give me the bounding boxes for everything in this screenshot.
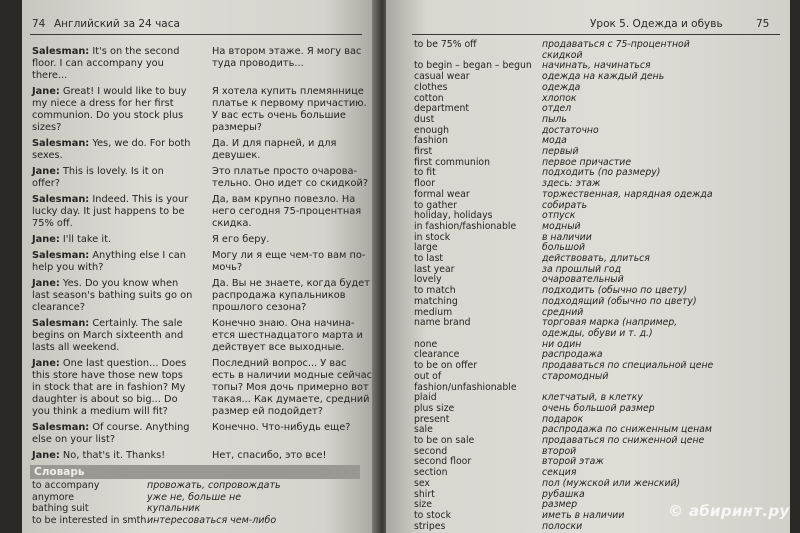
english-line: Yes, we do. For both sexes. [32, 138, 191, 161]
glossary-term: to be on sale [414, 435, 475, 447]
glossary-translation: одежда [542, 81, 581, 93]
dialogue-english [32, 422, 194, 446]
dialogue-english [32, 86, 194, 134]
speaker-name: Jane: [32, 450, 60, 461]
glossary-entry [414, 457, 786, 468]
speaker-name: Salesman: [32, 46, 90, 57]
dialogue-english [32, 250, 194, 274]
glossary-translation: торговая марка (например, [542, 317, 678, 329]
glossary-term: to be 75% off [414, 39, 477, 50]
glossary-term: casual wear [414, 71, 470, 83]
speaker-name: Salesman: [32, 194, 90, 205]
dialogue-english [32, 138, 194, 162]
glossary-entry [414, 522, 786, 533]
glossary-entry [414, 72, 786, 83]
glossary-translation: распродажа [542, 349, 603, 361]
glossary-entry [414, 115, 786, 126]
dialogue-row [32, 450, 372, 462]
dialogue-row [32, 86, 372, 134]
glossary-translation: распродажа по сниженным ценам [542, 424, 712, 436]
glossary-entry [414, 83, 786, 94]
glossary-term: in stock [414, 231, 451, 243]
glossary-translation: здесь: этаж [542, 178, 601, 190]
glossary-entry [414, 404, 786, 415]
vocab-heading: Словарь [34, 466, 85, 478]
dialogue-row [32, 318, 372, 354]
vocab-entry [32, 503, 362, 515]
dialogue-row [32, 46, 372, 82]
glossary-term: section [414, 467, 448, 479]
glossary-entry [414, 297, 786, 308]
russian-translation: Конечно. Что-нибудь еще? [212, 422, 351, 433]
glossary-translation: пыль [542, 113, 567, 125]
speaker-name: Salesman: [32, 318, 90, 329]
glossary-term: to begin – began – begun [414, 60, 532, 72]
left-page-number: 74 [32, 18, 46, 30]
glossary-term: second floor [414, 456, 472, 468]
glossary-translation: отдел [542, 103, 572, 115]
glossary-translation: пол (мужской или женский) [542, 477, 681, 489]
glossary-translation: скидкой [542, 49, 583, 61]
vocab-term: anymore [32, 491, 75, 503]
glossary-translation: в наличии [542, 231, 592, 243]
vocab-term: bathing suit [32, 503, 89, 514]
english-line: No, that's it. Thanks! [62, 450, 166, 461]
glossary-term: matching [414, 295, 458, 307]
left-page [22, 0, 378, 533]
speaker-name: Jane: [32, 86, 60, 97]
english-line: Great! I would like to buy my niece a dress for her first communion. Do you stock plus sizes? [32, 86, 187, 133]
dialogue-row [32, 278, 372, 314]
dialogue-english [32, 318, 194, 354]
glossary-entry [414, 190, 786, 201]
watermark: © абиринт.ру [668, 502, 790, 520]
glossary-translation: собирать [542, 199, 588, 211]
glossary-translation: большой [542, 242, 586, 254]
glossary-term: dust [414, 113, 435, 125]
english-line: This is lovely. Is it on offer? [32, 166, 164, 189]
speaker-name: Salesman: [32, 422, 90, 433]
dialogue-row [32, 250, 372, 274]
glossary-translation: клетчатый, в клетку [542, 392, 643, 404]
glossary-term: second [414, 445, 448, 457]
russian-translation: Могу ли я еще чем-то вам помочь? [212, 250, 366, 273]
vocab-translation: уже не, больше не [147, 491, 242, 503]
dialogue-row [32, 194, 372, 230]
glossary-term: large [414, 242, 438, 254]
glossary-entry [414, 329, 786, 340]
glossary-entry [414, 104, 786, 115]
dialogue-row [32, 422, 372, 446]
glossary-entry [414, 372, 786, 393]
right-page [386, 0, 790, 533]
glossary-translation: действовать, длиться [542, 253, 650, 265]
glossary-term: clothes [414, 81, 448, 93]
speaker-name: Jane: [32, 358, 60, 369]
glossary-term: to fit [414, 167, 436, 179]
glossary-translation: хлопок [542, 92, 577, 104]
glossary [414, 40, 786, 532]
glossary-term: out of fashion/unfashionable [414, 370, 517, 393]
glossary-term: department [414, 103, 470, 115]
glossary-term: to stock [414, 509, 451, 521]
glossary-term: fashion [414, 135, 448, 147]
glossary-entry [414, 94, 786, 105]
glossary-term: present [414, 413, 450, 425]
glossary-translation: секция [542, 467, 577, 479]
glossary-term: to last [414, 253, 444, 265]
glossary-translation: второй этаж [542, 456, 604, 468]
vocab-entry [32, 492, 362, 504]
glossary-translation: достаточно [542, 124, 599, 136]
russian-translation: Конечно знаю. Она начинается шестнадцатого марта и действует все выходные. [212, 318, 363, 353]
vocab-term: to accompany [32, 480, 100, 491]
vocab-translation: интересоваться чем-либо [147, 514, 277, 526]
glossary-translation: средний [542, 306, 584, 318]
glossary-entry [414, 168, 786, 179]
glossary-term: none [414, 338, 438, 350]
vocab-list [32, 480, 362, 526]
glossary-entry [414, 479, 786, 490]
glossary-term: last year [414, 263, 455, 275]
glossary-translation: очаровательный [542, 274, 624, 286]
glossary-term: name brand [414, 317, 471, 329]
glossary-translation: очень большой размер [542, 402, 655, 414]
glossary-term: first communion [414, 156, 490, 168]
vocab-entry [32, 480, 362, 492]
glossary-entry [414, 40, 786, 51]
glossary-term: size [414, 499, 433, 511]
dialogue-english [32, 278, 194, 314]
russian-translation: На втором этаже. Я могу вас туда проводить... [212, 46, 362, 69]
glossary-entry [414, 126, 786, 137]
glossary-term: to be on offer [414, 360, 478, 372]
glossary-term: medium [414, 306, 453, 318]
glossary-translation: ни один [542, 338, 582, 350]
english-line: Indeed. This is your lucky day. It just happens to be 75% off. [32, 194, 189, 229]
glossary-translation: отпуск [542, 210, 576, 222]
glossary-translation: полоски [542, 520, 583, 532]
dialogue-row [32, 166, 372, 190]
glossary-translation: второй [542, 445, 577, 457]
dialogue-row [32, 358, 372, 418]
english-line: Yes. Do you know when last season's bathing suits go on clearance? [32, 278, 193, 313]
glossary-translation: подходить (обычно по цвету) [542, 285, 688, 297]
vocab-term: to be interested in smth [32, 514, 147, 526]
glossary-translation: подходящий (обычно по цвету) [542, 295, 697, 307]
dialogue-english [32, 358, 194, 418]
glossary-translation: мода [542, 135, 567, 147]
speaker-name: Salesman: [32, 250, 90, 261]
vocab-translation: купальник [147, 503, 201, 514]
glossary-translation: торжественная, нарядная одежда [542, 188, 713, 200]
english-line: I'll take it. [62, 234, 112, 245]
glossary-term: plaid [414, 392, 437, 404]
russian-translation: Да. И для парней, и для девушек. [212, 138, 337, 161]
glossary-term: in fashion/fashionable [414, 220, 517, 232]
glossary-translation: продаваться по сниженной цене [542, 435, 705, 447]
glossary-term: sale [414, 424, 433, 436]
speaker-name: Salesman: [32, 138, 90, 149]
glossary-translation: за прошлый год [542, 263, 622, 275]
glossary-term: first [414, 146, 433, 158]
glossary-translation: модный [542, 220, 581, 232]
russian-translation: Да, вам крупно повезло. На него сегодня 75-процентная скидка. [212, 194, 362, 229]
glossary-term: clearance [414, 349, 460, 361]
glossary-entry [414, 436, 786, 447]
glossary-translation: одежды, обуви и т. д.) [542, 327, 653, 339]
glossary-term: to match [414, 285, 456, 297]
speaker-name: Jane: [32, 278, 60, 289]
left-header-rule [30, 34, 362, 35]
glossary-term: floor [414, 178, 436, 190]
glossary-translation: старомодный [542, 370, 609, 382]
dialogue-english [32, 46, 194, 82]
english-line: Certainly. The sale begins on March sixteenth and lasts all weekend. [32, 318, 184, 353]
glossary-term: plus size [414, 402, 455, 414]
dialogue-row [32, 138, 372, 162]
russian-translation: Последний вопрос... У вас есть в наличии модные сейчас топы? Моя дочь примерно вот такая... Как думаете, средний размер ей подойдет? [212, 358, 372, 417]
right-page-number: 75 [756, 18, 770, 30]
right-running-title: Урок 5. Одежда и обувь [590, 18, 723, 30]
russian-translation: Это платье просто очаровательно. Оно идет со скидкой? [212, 166, 369, 189]
dialogue-english [32, 194, 194, 230]
glossary-translation: продаваться по специальной цене [542, 360, 714, 372]
glossary-term: cotton [414, 92, 444, 104]
glossary-translation: подарок [542, 413, 584, 425]
russian-translation: Я его беру. [212, 234, 270, 245]
dialogue-english [32, 166, 194, 190]
english-line: Of course. Anything else on your list? [32, 422, 190, 445]
glossary-entry [414, 136, 786, 147]
dialogue-english [32, 234, 194, 246]
dialogue [32, 46, 372, 466]
russian-translation: Нет, спасибо, это все! [212, 450, 327, 461]
glossary-translation: продаваться с 75-процентной [542, 39, 690, 50]
glossary-translation: начинать, начинаться [542, 60, 651, 72]
glossary-entry [414, 222, 786, 233]
glossary-term: stripes [414, 520, 446, 532]
glossary-term: holiday, holidays [414, 210, 493, 222]
glossary-entry [414, 490, 786, 501]
vocab-translation: провожать, сопровождать [147, 480, 281, 491]
speaker-name: Jane: [32, 234, 60, 245]
russian-translation: Да. Вы не знаете, когда будет распродажа купальников прошлого сезона? [212, 278, 370, 313]
glossary-translation: размер [542, 499, 578, 511]
glossary-term: sex [414, 477, 430, 489]
left-running-title: Английский за 24 часа [54, 18, 180, 30]
glossary-entry [414, 233, 786, 244]
english-line: One last question... Does this store have those new tops in stock that are in fashion? My daughter is about so big... Do you think a medium will fit? [32, 358, 187, 417]
glossary-translation: иметь в наличии [542, 509, 625, 521]
glossary-translation: рубашка [542, 488, 585, 500]
english-line: It's on the second floor. I can accompany you there... [32, 46, 180, 81]
dialogue-row [32, 234, 372, 246]
glossary-translation: первое причастие [542, 156, 632, 168]
glossary-translation: одежда на каждый день [542, 71, 665, 83]
dialogue-english [32, 450, 194, 462]
glossary-term: formal wear [414, 188, 470, 200]
glossary-translation: подходить (по размеру) [542, 167, 661, 179]
glossary-term: enough [414, 124, 449, 136]
russian-translation: Я хотела купить племяннице платье к первому причастию. У вас есть очень большие размеры? [212, 86, 367, 133]
speaker-name: Jane: [32, 166, 60, 177]
english-line: Anything else I can help you with? [32, 250, 186, 273]
glossary-translation: первый [542, 146, 579, 158]
right-header-rule [412, 34, 780, 35]
glossary-term: to gather [414, 199, 457, 211]
glossary-term: lovely [414, 274, 442, 286]
vocab-entry [32, 515, 362, 527]
glossary-term: shirt [414, 488, 435, 500]
